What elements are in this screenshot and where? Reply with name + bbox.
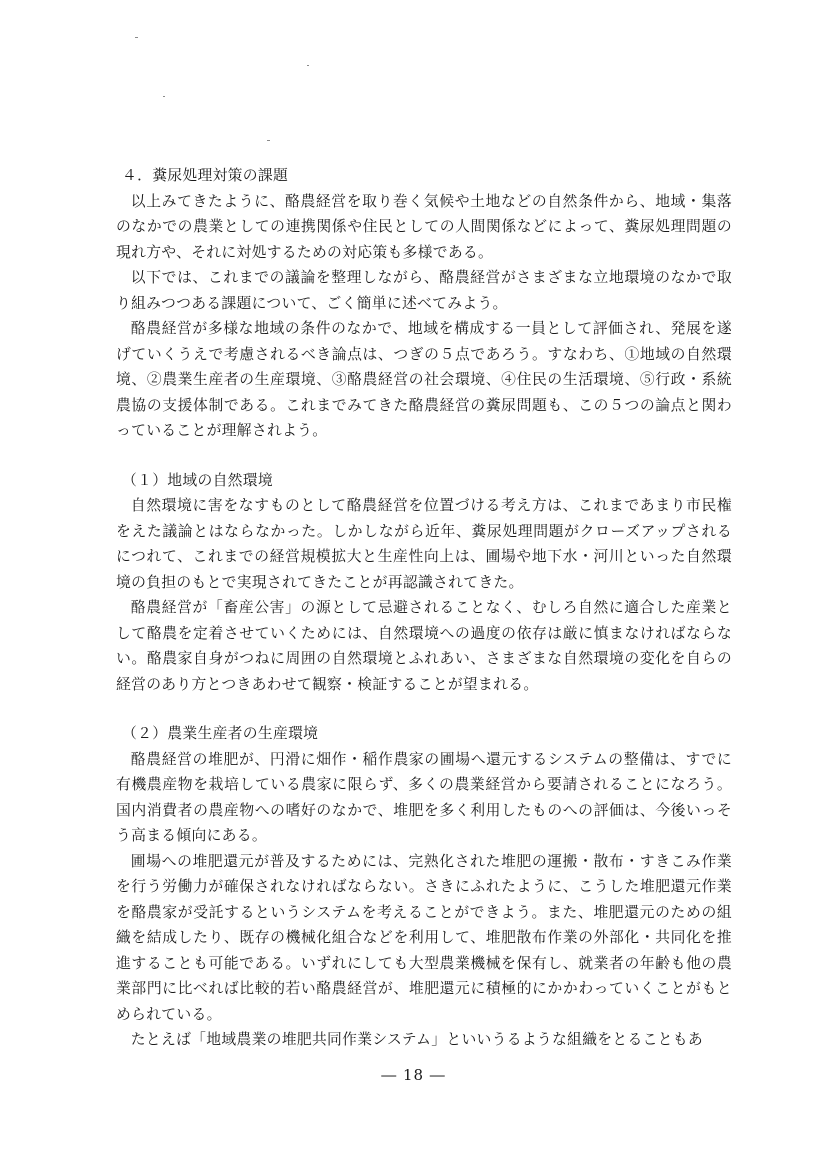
body-paragraph: 圃場への堆肥還元が普及するためには、完熟化された堆肥の運搬・散布・すきこみ作業を行う労働力が確保されなければならない。さきにふれたように、こうした堆肥還元作業を酪農家が受託するというシステムを考えることができよう。また、堆肥還元のための組織を結成したり、既存の機械化組合などを利用して、堆肥散布作業の外部化・共同化を推進することも可能である。いずれにしても大型農業機械を保有し、就業者の年齢も他の農業部門に比べれば比較的若い酪農経営が、堆肥還元に積極的にかかわっていくことがもとめられている。 bbox=[116, 852, 732, 1023]
body-paragraph: たとえば「地域農業の堆肥共同作業システム」といいうるような組織をとることもあ bbox=[130, 1031, 704, 1048]
section-heading: （１）地域の自然環境 bbox=[122, 471, 273, 489]
scan-speck bbox=[135, 37, 138, 38]
scan-speck bbox=[307, 65, 309, 66]
page-body bbox=[116, 163, 732, 1053]
body-paragraph: 酪農経営が多様な地域の条件のなかで、地域を構成する一員として評価され、発展を遂げていくうえで考慮されるべき論点は、つぎの５点であろう。すなわち、①地域の自然環境、②農業生産者の生産環境、③酪農経営の社会環境、④住民の生活環境、⑤行政・系統農協の支援体制である。これまでみてきた酪農経営の糞尿問題も、この５つの論点と関わっていることが理解されよう。 bbox=[116, 320, 732, 439]
body-paragraph: 酪農経営の堆肥が、円滑に畑作・稲作農家の圃場へ還元するシステムの整備は、すでに有機農産物を栽培している農家に限らず、多くの農業経営から要請されることになろう。国内消費者の農産物への嗜好のなかで、堆肥を多く利用したものへの評価は、今後いっそう高まる傾向にある。 bbox=[116, 750, 732, 844]
body-paragraph: 以下では、これまでの議論を整理しながら、酪農経営がさまざまな立地環境のなかで取り組みつつある課題について、ごく簡単に述べてみよう。 bbox=[116, 269, 732, 312]
section-heading: ４．糞尿処理対策の課題 bbox=[122, 167, 289, 184]
section-heading: （２）農業生産者の生産環境 bbox=[122, 725, 319, 742]
page-number: ― 18 ― bbox=[381, 1066, 446, 1084]
body-paragraph: 以上みてきたように、酪農経営を取り巻く気候や土地などの自然条件から、地域・集落のなかでの農業としての連携関係や住民としての人間関係などによって、糞尿処理問題の現れ方や、それに対処するための対応策も多様である。 bbox=[116, 192, 732, 261]
scan-speck bbox=[267, 140, 270, 141]
body-paragraph: 自然環境に害をなすものとして酪農経営を位置づける考え方は、これまであまり市民権をえた議論とはならなかった。しかしながら近年、糞尿処理問題がクローズアップされるにつれて、これまでの経営規模拡大と生産性向上は、圃場や地下水・河川といった自然環境の負担のもとで実現されてきたことが再認識されてきた。 bbox=[116, 497, 732, 591]
scan-speck bbox=[163, 96, 165, 97]
body-paragraph: 酪農経営が「畜産公害」の源として忌避されることなく、むしろ自然に適合した産業として酪農を定着させていくためには、自然環境への過度の依存は厳に慎まなければならない。酪農家自身がつねに周囲の自然環境とふれあい、さまざまな自然環境の変化を自らの経営のあり方とつきあわせて観察・検証することが望まれる。 bbox=[116, 599, 732, 693]
